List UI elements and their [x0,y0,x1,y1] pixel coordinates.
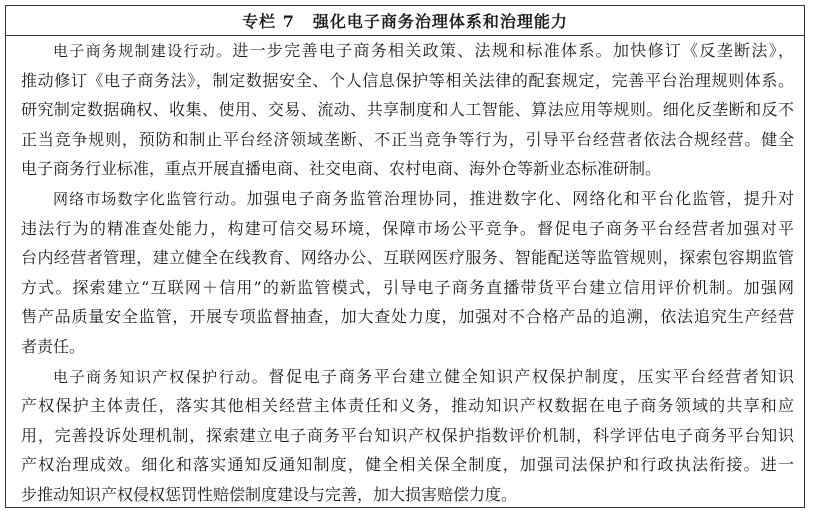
paragraph-text: 正当竞争规则，预防和制止平台经济领域垄断、不正当竞争等行为，引导平台经营者依法合规经营。健全 [21,129,794,149]
paragraph-line [21,391,794,421]
paragraph-line [21,302,794,332]
paragraph-line [21,36,794,66]
paragraph-text: 督促电子商务平台建立健全知识产权保护制度，压实平台经营者知识 [268,366,794,386]
paragraph-line [21,184,794,214]
paragraph-line [21,480,794,510]
paragraph-line [21,421,794,451]
feature-box [5,5,805,508]
paragraph-text: 台内经营者管理，建立健全在线教育、网络办公、互联网医疗服务、智能配送等监管规则，探索包容期监管 [21,248,794,268]
paragraph-line [21,95,794,125]
paragraph-text: 者责任。 [21,336,86,356]
paragraph-text: 研究制定数据确权、收集、使用、交易、流动、共享制度和人工智能、算法应用等规则。细化反垄断和反不 [21,100,794,120]
paragraph-line [21,66,794,96]
paragraph-line [21,332,794,362]
paragraph-text: 产权治理成效。细化和落实通知反通知制度，健全相关保全制度，加强司法保护和行政执法衔接。进一 [21,455,794,475]
paragraph-text: 加强电子商务监管治理协同，推进数字化、网络化和平台化监管，提升对 [246,188,794,208]
paragraph-text: 方式。探索建立“互联网＋信用”的新监管模式，引导电子商务直播带货平台建立信用评价机制。加强网 [21,277,794,297]
paragraph-line [21,125,794,155]
paragraph-text: 推动修订《电子商务法》，制定数据安全、个人信息保护等相关法律的配套规定，完善平台治理规则体系。 [21,70,794,90]
paragraph-lead: 电子商务规制建设行动。 [53,42,233,60]
paragraph-text: 产权保护主体责任，落实其他相关经营主体责任和义务，推动知识产权数据在电子商务领域的共享和应 [21,396,794,416]
paragraph-lead: 电子商务知识产权保护行动。 [53,367,269,386]
paragraph-text: 用，完善投诉处理机制，探索建立电子商务平台知识产权保护指数评价机制，科学评估电子商务平台知识 [21,425,794,445]
paragraph-line [21,243,794,273]
box-number: 专栏 7 [242,12,295,31]
paragraph-line [21,273,794,303]
box-title: 强化电子商务治理体系和治理能力 [312,12,568,31]
paragraph-text: 售产品质量安全监管，开展专项监督抽查，加大查处力度，加强对不合格产品的追溯，依法追究生产经营 [21,307,794,327]
paragraph-text: 电子商务行业标准，重点开展直播电商、社交电商、农村电商、海外仓等新业态标准研制。 [21,159,662,179]
paragraph-line [21,214,794,244]
paragraph-line [21,450,794,480]
box-body [6,36,804,510]
box-header [6,6,804,36]
paragraph-lead: 网络市场数字化监管行动。 [53,189,247,208]
paragraph-text: 违法行为的精准查处能力，构建可信交易环境，保障市场公平竞争。督促电子商务平台经营者加强对平 [21,218,794,238]
paragraph-text: 进一步完善电子商务相关政策、法规和标准体系。加快修订《反垄断法》， [232,41,794,60]
paragraph-line [21,154,794,184]
paragraph-line [21,362,794,392]
paragraph-text: 步推动知识产权侵权惩罚性赔偿制度建设与完善，加大损害赔偿力度。 [21,484,518,504]
